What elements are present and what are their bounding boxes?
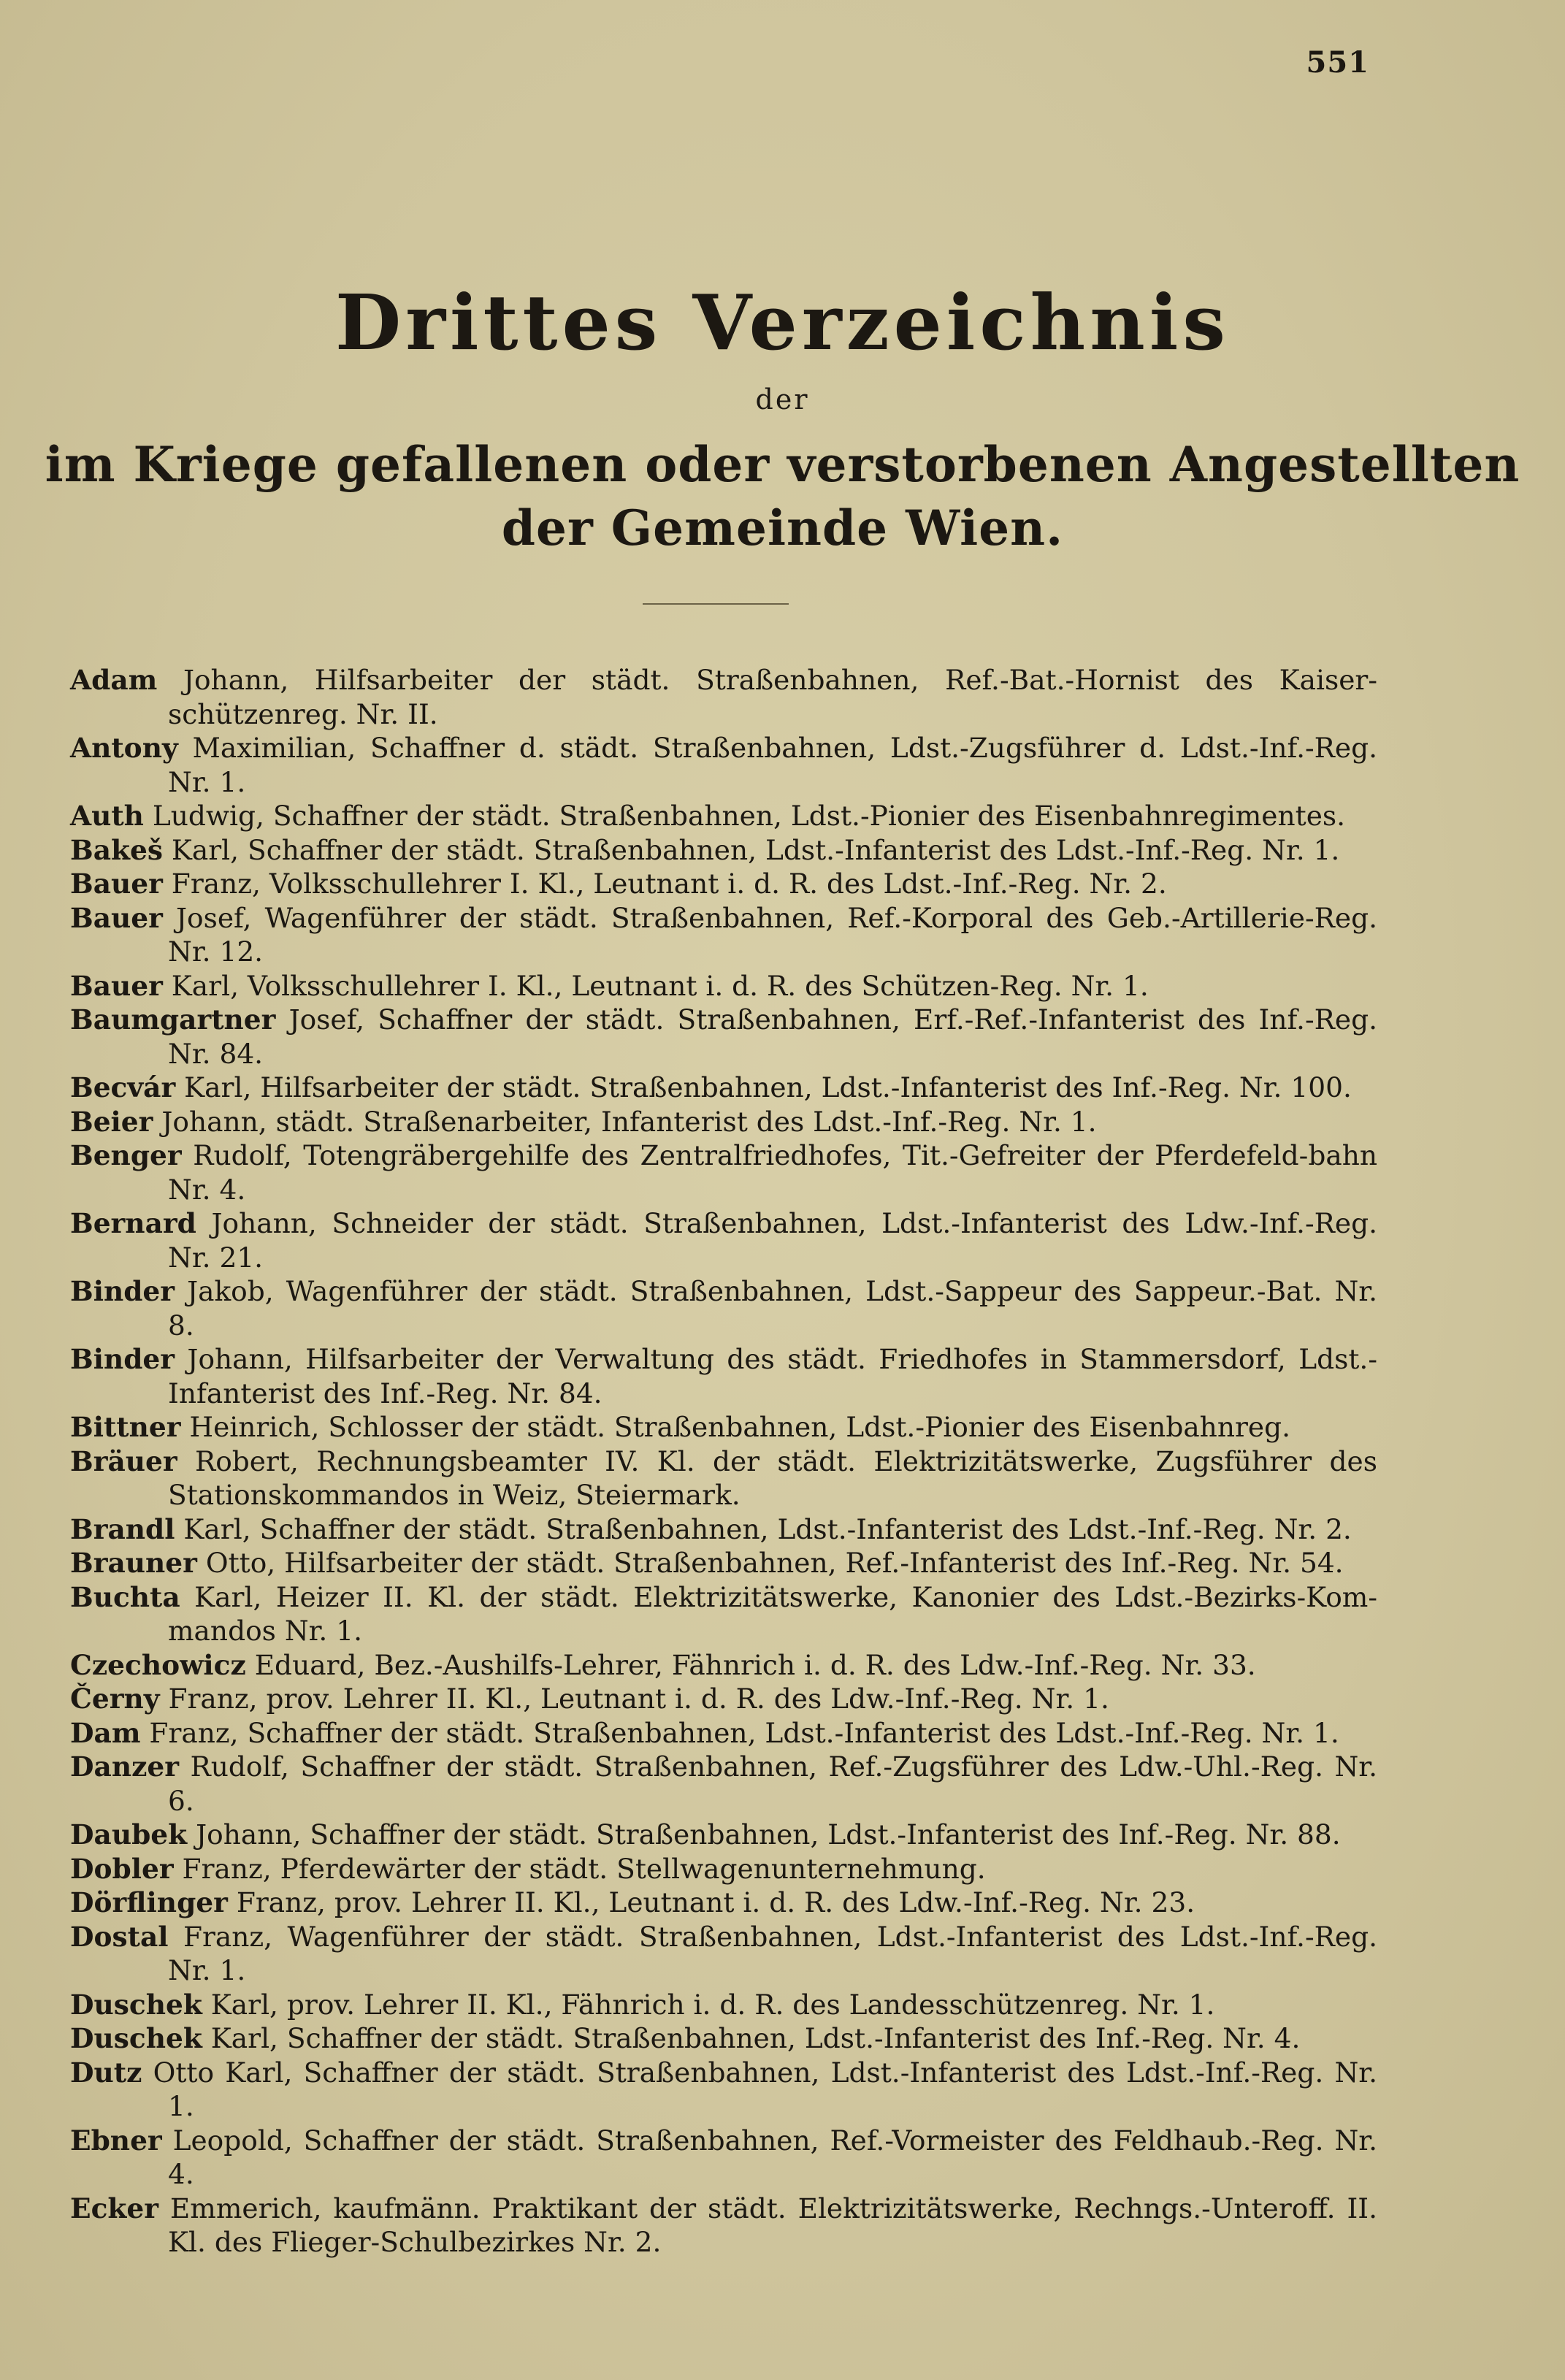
entry-name: Binder (70, 1275, 175, 1307)
entry-name: Daubek (70, 1818, 188, 1851)
list-item (70, 1852, 1377, 1886)
entry-description: Ludwig, Schaffner der städt. Straßenbahnen, Ldst.-Pionier des Eisenbahnregimentes. (152, 800, 1346, 832)
entry-name: Buchta (70, 1580, 180, 1613)
list-item (70, 901, 1377, 969)
entry-name: Bernard (70, 1207, 196, 1239)
entry-name: Benger (70, 1139, 182, 1171)
title-divider (643, 603, 789, 605)
entry-description: Franz, prov. Lehrer II. Kl., Leutnant i. d. R. des Ldw.-Inf.-Reg. Nr. 23. (236, 1886, 1195, 1918)
list-item (70, 1580, 1377, 1648)
entry-name: Bauer (70, 969, 163, 1002)
list-item (70, 731, 1377, 799)
entry-description: Karl, Schaffner der städt. Straßenbahnen, Ldst.-Infanterist des Inf.-Reg. Nr. 4. (210, 2022, 1301, 2054)
list-item (70, 1682, 1377, 1716)
entry-name: Dostal (70, 1920, 169, 1953)
entry-description: Karl, Schaffner der städt. Straßenbahnen, Ldst.-Infanterist des Ldst.-Inf.-Reg. Nr. 1. (171, 833, 1340, 866)
list-item (70, 1546, 1377, 1580)
entry-name: Baumgartner (70, 1003, 276, 1036)
entry-description: Maximilian, Schaffner d. städt. Straßenbahnen, Ldst.-Zugsführer d. Ldst.-Inf.-Reg. Nr. 1. (168, 732, 1378, 798)
page-number: 551 (1306, 45, 1369, 80)
entry-name: Czechowicz (70, 1648, 246, 1681)
entry-description: Johann, Hilfsarbeiter der Verwaltung des städt. Friedhofes in Stammersdorf, Ldst.-Infanterist des Inf.-Reg. Nr. 84. (168, 1343, 1378, 1409)
list-item (70, 1716, 1377, 1750)
list-item (70, 1071, 1377, 1105)
entry-name: Auth (70, 800, 144, 832)
entry-name: Antony (70, 732, 178, 764)
list-item (70, 2021, 1377, 2056)
entry-name: Danzer (70, 1750, 179, 1783)
entry-name: Dörflinger (70, 1886, 228, 1918)
entry-name: Dam (70, 1716, 141, 1749)
entry-name: Bauer (70, 901, 163, 934)
entry-name: Becvár (70, 1071, 176, 1103)
entry-description: Johann, Schaffner der städt. Straßenbahnen, Ldst.-Infanterist des Inf.-Reg. Nr. 88. (196, 1818, 1341, 1851)
entry-description: Robert, Rechnungsbeamter IV. Kl. der städt. Elektrizitätswerke, Zugsführer des Stationskommandos in Weiz, Steiermark. (168, 1445, 1377, 1511)
entry-name: Duschek (70, 1988, 202, 2021)
entry-name: Dutz (70, 2056, 142, 2089)
list-item (70, 1342, 1377, 1410)
entry-description: Karl, Volksschullehrer I. Kl., Leutnant i. d. R. des Schützen-Reg. Nr. 1. (171, 969, 1149, 1002)
entry-description: Franz, Wagenführer der städt. Straßenbahnen, Ldst.-Infanterist des Ldst.-Inf.-Reg. Nr. 1. (168, 1920, 1377, 1986)
entry-description: Leopold, Schaffner der städt. Straßenbahnen, Ref.-Vormeister des Feldhaub.-Reg. Nr. 4. (168, 2124, 1378, 2190)
entry-description: Franz, prov. Lehrer II. Kl., Leutnant i. d. R. des Ldw.-Inf.-Reg. Nr. 1. (168, 1683, 1109, 1715)
list-item (70, 1648, 1377, 1683)
entry-description: Heinrich, Schlosser der städt. Straßenbahnen, Ldst.-Pionier des Eisenbahnreg. (189, 1411, 1291, 1443)
entry-description: Eduard, Bez.-Aushilfs-Lehrer, Fähnrich i. d. R. des Ldw.-Inf.-Reg. Nr. 33. (254, 1648, 1256, 1681)
entry-description: Karl, Hilfsarbeiter der städt. Straßenbahnen, Ldst.-Infanterist des Inf.-Reg. Nr. 100. (184, 1071, 1352, 1103)
entry-name: Bauer (70, 868, 163, 900)
list-item (70, 1274, 1377, 1342)
entry-name: Brauner (70, 1547, 197, 1579)
subtitle-line-1: im Kriege gefallenen oder verstorbenen Angestellten (45, 436, 1520, 493)
list-item (70, 1750, 1377, 1818)
list-item (70, 1886, 1377, 1920)
entry-description: Franz, Schaffner der städt. Straßenbahnen, Ldst.-Infanterist des Ldst.-Inf.-Reg. Nr. 1. (149, 1716, 1339, 1749)
entry-name: Duschek (70, 2022, 202, 2054)
entry-description: Franz, Pferdewärter der städt. Stellwagenunternehmung. (182, 1852, 986, 1885)
entry-description: Rudolf, Totengräbergehilfe des Zentralfriedhofes, Tit.-Gefreiter der Pferdefeld-bahn Nr. 4. (168, 1139, 1377, 1206)
page-title: Drittes Verzeichnis (335, 278, 1230, 367)
entry-name: Binder (70, 1343, 175, 1375)
entry-name: Beier (70, 1105, 153, 1138)
entry-name: Bräuer (70, 1445, 177, 1477)
entry-name: Brandl (70, 1512, 175, 1545)
entry-name: Dobler (70, 1852, 174, 1885)
entry-name: Ebner (70, 2124, 162, 2157)
list-item (70, 1139, 1377, 1206)
entry-name: Ecker (70, 2192, 159, 2224)
entry-description: Karl, Schaffner der städt. Straßenbahnen, Ldst.-Infanterist des Ldst.-Inf.-Reg. Nr. 2. (183, 1512, 1352, 1545)
entry-description: Josef, Schaffner der städt. Straßenbahnen, Erf.-Ref.-Infanterist des Inf.-Reg. Nr. 84. (168, 1003, 1377, 1070)
list-item (70, 1105, 1377, 1139)
list-item (70, 799, 1377, 833)
title-connector: der (755, 383, 810, 416)
entry-name: Černy (70, 1683, 160, 1715)
entry-list (70, 663, 1377, 2260)
list-item (70, 1410, 1377, 1445)
entry-description: Johann, Hilfsarbeiter der städt. Straßenbahnen, Ref.-Bat.-Hornist des Kaiser-schützenreg. Nr. II. (168, 664, 1377, 730)
list-item (70, 833, 1377, 868)
list-item (70, 969, 1377, 1003)
list-item (70, 1512, 1377, 1547)
entry-description: Rudolf, Schaffner der städt. Straßenbahnen, Ref.-Zugsführer des Ldw.-Uhl.-Reg. Nr. 6. (168, 1750, 1378, 1817)
entry-description: Otto, Hilfsarbeiter der städt. Straßenbahnen, Ref.-Infanterist des Inf.-Reg. Nr. 54. (205, 1547, 1344, 1579)
entry-description: Jakob, Wagenführer der städt. Straßenbahnen, Ldst.-Sappeur des Sappeur.-Bat. Nr. 8. (168, 1275, 1377, 1342)
entry-description: Josef, Wagenführer der städt. Straßenbahnen, Ref.-Korporal des Geb.-Artillerie-Reg. Nr. 12. (168, 901, 1377, 968)
list-item (70, 867, 1377, 901)
list-item (70, 1818, 1377, 1852)
entry-description: Emmerich, kaufmänn. Praktikant der städt. Elektrizitätswerke, Rechngs.-Unteroff. II. Kl. des Flieger-Schulbezirkes Nr. 2. (168, 2192, 1377, 2258)
list-item (70, 2056, 1377, 2124)
list-item (70, 663, 1377, 731)
list-item (70, 1206, 1377, 1274)
subtitle-line-2: der Gemeinde Wien. (501, 500, 1064, 556)
entry-description: Johann, städt. Straßenarbeiter, Infanterist des Ldst.-Inf.-Reg. Nr. 1. (161, 1105, 1097, 1138)
entry-description: Franz, Volksschullehrer I. Kl., Leutnant i. d. R. des Ldst.-Inf.-Reg. Nr. 2. (171, 868, 1167, 900)
entry-description: Johann, Schneider der städt. Straßenbahnen, Ldst.-Infanterist des Ldw.-Inf.-Reg. Nr. 21. (168, 1207, 1378, 1274)
entry-description: Karl, prov. Lehrer II. Kl., Fähnrich i. d. R. des Landesschützenreg. Nr. 1. (210, 1988, 1215, 2021)
list-item (70, 2124, 1377, 2192)
entry-name: Adam (70, 664, 158, 696)
list-item (70, 2192, 1377, 2260)
entry-description: Karl, Heizer II. Kl. der städt. Elektrizitätswerke, Kanonier des Ldst.-Bezirks-Kom-mandos Nr. 1. (168, 1580, 1378, 1647)
list-item (70, 1445, 1377, 1512)
list-item (70, 1920, 1377, 1988)
entry-description: Otto Karl, Schaffner der städt. Straßenbahnen, Ldst.-Infanterist des Ldst.-Inf.-Reg. Nr. 1. (153, 2056, 1377, 2122)
list-item (70, 1988, 1377, 2022)
entry-name: Bittner (70, 1411, 181, 1443)
entry-name: Bakeš (70, 833, 163, 866)
list-item (70, 1003, 1377, 1071)
